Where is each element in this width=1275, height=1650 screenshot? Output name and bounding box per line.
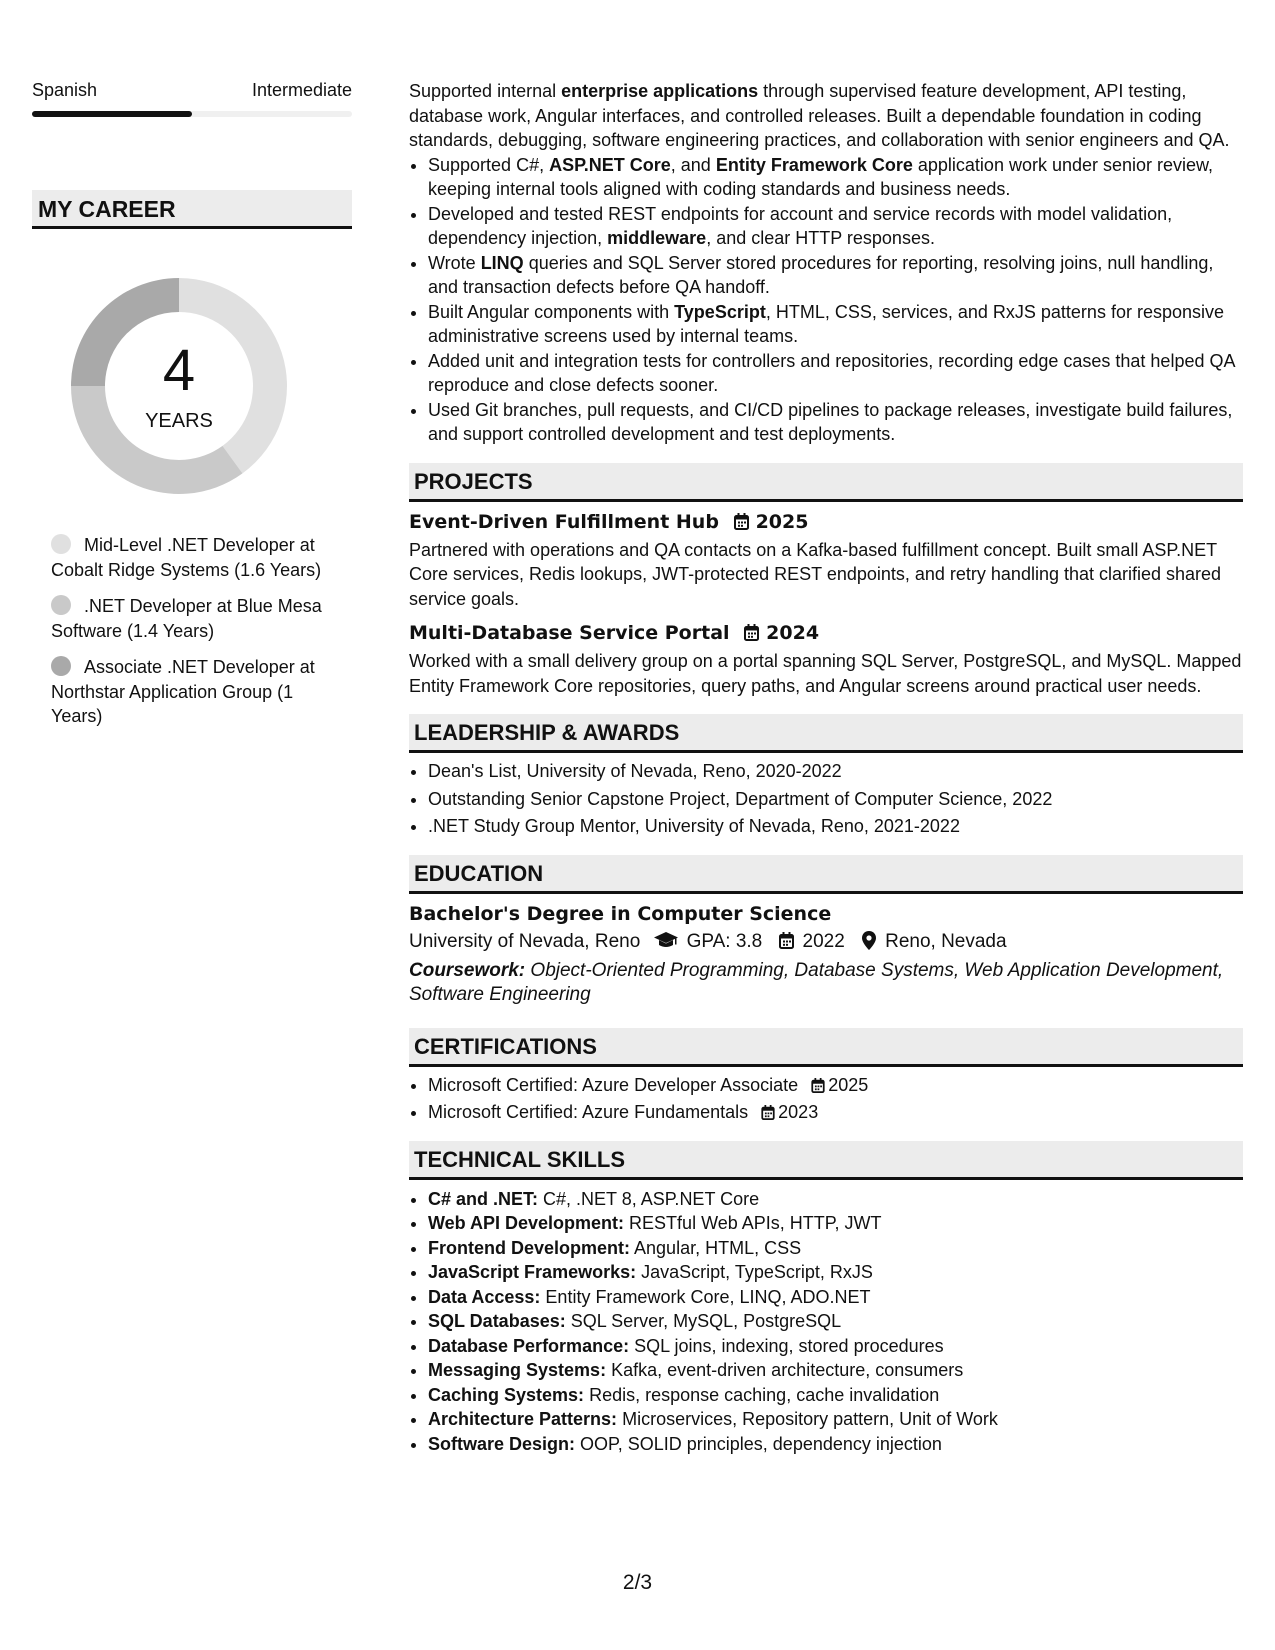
legend-item [51,655,341,729]
bullet-text: Added unit and integration tests for controllers and repositories, recording edge cases that helped QA reproduce and close defects sooner. [428,350,1235,395]
bullet-bold: LINQ [480,252,524,273]
skill-value: C#, .NET 8, ASP.NET Core [543,1188,760,1209]
legend-label: Associate .NET Developer at Northstar Application Group (1 Years) [51,657,315,726]
certification-item [428,1100,1243,1125]
certification-item [428,1073,1243,1098]
graduation-cap-icon [654,931,678,949]
bullet-bold: middleware [607,228,707,248]
skill-item [428,1334,1243,1359]
skill-value: Kafka, event-driven architecture, consumers [611,1360,964,1380]
language-level: Intermediate [251,80,352,100]
calendar-icon [744,624,759,641]
skill-value: RESTful Web APIs, HTTP, JWT [629,1213,882,1233]
leadership-item: • Dean's List, University of Nevada, Reno, 2020-2022 [428,759,1243,784]
skill-value: Redis, response caching, cache invalidation [589,1384,940,1405]
gpa-value: GPA: 3.8 [686,930,763,952]
career-years-unit: YEARS [145,410,213,432]
experience-bullet [428,251,1243,300]
certifications-list [409,1073,1243,1125]
education-heading: EDUCATION [409,855,1243,894]
skill-value: Angular, HTML, CSS [634,1237,802,1258]
certification-name: Microsoft Certified: Azure Fundamentals [428,1102,749,1122]
school-location: Reno, Nevada [885,930,1007,952]
skill-label: Messaging Systems: [428,1360,607,1380]
certifications-heading: CERTIFICATIONS [409,1028,1243,1067]
skill-value: SQL joins, indexing, stored procedures [634,1335,944,1356]
skill-label: Frontend Development: [428,1237,631,1258]
skill-item [428,1236,1243,1261]
skill-item [428,1309,1243,1334]
bullet-text: application work under senior review, keeping internal tools aligned with coding standards and business needs. [428,154,1214,199]
summary-text: Supported internal [409,81,562,101]
skill-value: Entity Framework Core, LINQ, ADO.NET [545,1286,871,1307]
experience-bullet [428,349,1243,398]
certification-year: 2025 [828,1074,869,1095]
skill-label: C# and .NET: [428,1188,539,1209]
calendar-icon [734,513,749,530]
skill-label: Architecture Patterns: [428,1409,618,1429]
skill-item [428,1260,1243,1285]
experience-bullet [428,398,1243,447]
skill-value: SQL Server, MySQL, PostgreSQL [570,1311,842,1331]
bullet-bold: ASP.NET Core [549,154,671,175]
coursework [409,959,1243,1008]
leadership-item: • Outstanding Senior Capstone Project, Department of Computer Science, 2022 [428,787,1243,812]
legend-dot [51,595,71,615]
coursework-label: Coursework: [409,959,526,981]
legend-label: .NET Developer at Blue Mesa Software (1.4 Years) [51,596,322,641]
skill-value: Microservices, Repository pattern, Unit of Work [622,1409,998,1429]
experience-bullets [409,153,1243,447]
project-description: Partnered with operations and QA contacts on a Kafka-based fulfillment concept. Built small ASP.NET Core services, Redis lookups, JWT-protected REST endpoints, and retry handling that clarified shared service goals. [409,539,1222,609]
skill-value: JavaScript, TypeScript, RxJS [641,1262,873,1282]
skill-item [428,1358,1243,1383]
skill-label: SQL Databases: [428,1311,566,1331]
calendar-icon [761,1105,775,1120]
calendar-icon [779,932,794,949]
bullet-text: Developed and tested REST endpoints for account and service records with model validation, dependency injection, [428,203,1173,248]
summary-bold-text: enterprise applications [561,81,759,101]
bullet-text: Used Git branches, pull requests, and CI/CD pipelines to package releases, investigate build failures, and support controlled development and test deployments. [428,399,1233,444]
skill-label: Caching Systems: [428,1384,585,1405]
language-name: Spanish [32,80,98,100]
skill-label: JavaScript Frameworks: [428,1262,637,1282]
calendar-icon [811,1078,825,1093]
project-title-row [409,509,1243,535]
project-year: 2025 [755,510,809,533]
career-legend [51,533,341,729]
bullet-text: queries and SQL Server stored procedures for reporting, resolving joins, null handling, and transaction defects before QA handoff. [428,252,1214,297]
skill-label: Web API Development: [428,1213,625,1233]
career-heading: MY CAREER [32,190,352,229]
bullet-text: , and [670,154,716,175]
skill-item [428,1383,1243,1408]
education-details [409,929,1243,955]
skill-item [428,1407,1243,1432]
bullet-text: Wrote [428,252,481,273]
career-total-years: 4 [162,338,196,403]
project-title: Multi-Database Service Portal [409,622,730,644]
skill-item [428,1211,1243,1236]
skill-item [428,1285,1243,1310]
leadership-heading: LEADERSHIP & AWARDS [409,714,1243,753]
bullet-bold: TypeScript [674,301,766,322]
project-year: 2024 [766,622,820,644]
bullet-text: Supported C#, [428,154,550,175]
bullet-bold: Entity Framework Core [715,154,913,175]
location-pin-icon [862,931,876,950]
graduation-year: 2022 [802,930,845,952]
skills-list [409,1187,1243,1457]
language-row [32,78,352,102]
coursework-list: Object-Oriented Programming, Database Systems, Web Application Development, Software Engineering [409,959,1224,1005]
legend-dot [51,534,71,554]
leadership-list [409,759,1243,839]
legend-dot [51,656,71,676]
skill-label: Data Access: [428,1286,541,1307]
bullet-text: , and clear HTTP responses. [706,228,935,248]
skill-value: OOP, SOLID principles, dependency injection [580,1433,942,1454]
bullet-text: , HTML, CSS, services, and RxJS patterns for responsive administrative screens used by internal teams. [428,301,1224,346]
right-column [409,79,1243,1456]
legend-item [51,533,341,582]
project-entry [409,509,1243,612]
certification-year: 2023 [778,1102,819,1122]
left-column [32,78,352,741]
skill-label: Software Design: [428,1433,576,1454]
summary-text: through supervised feature development, API testing, database work, Angular interfaces, and controlled releases. Built a dependable foundation in coding standards, debugging, software engineering practices, and collaboration with senior engineers and QA. [409,81,1230,150]
project-entry [409,620,1243,698]
project-description: Worked with a small delivery group on a portal spanning SQL Server, PostgreSQL, and MySQL. Mapped Entity Framework Core repositories, query paths, and Angular screens around practical user needs. [409,651,1242,696]
skills-heading: TECHNICAL SKILLS [409,1141,1243,1180]
experience-bullet [428,202,1243,251]
skill-item [428,1187,1243,1212]
skill-item [428,1432,1243,1457]
project-title-row [409,620,1243,646]
page-number: 2/3 [622,1571,653,1594]
leadership-item: • .NET Study Group Mentor, University of Nevada, Reno, 2021-2022 [428,814,1243,839]
donut-segment-2 [71,386,242,494]
language-proficiency-bar [32,111,352,117]
experience-bullet [428,153,1243,202]
experience-bullet [428,300,1243,349]
project-title: Event-Driven Fulfillment Hub [409,510,719,533]
certification-name: Microsoft Certified: Azure Developer Associate [428,1074,799,1095]
career-donut-chart [66,273,292,499]
school-name: University of Nevada, Reno [409,930,641,952]
legend-label: Mid-Level .NET Developer at Cobalt Ridge Systems (1.6 Years) [51,535,322,580]
degree-title: Bachelor's Degree in Computer Science [409,902,832,925]
projects-heading: PROJECTS [409,463,1243,502]
bullet-text: Built Angular components with [428,301,675,322]
language-proficiency-fill [32,111,192,117]
experience-summary [409,79,1243,153]
legend-item [51,594,341,643]
skill-label: Database Performance: [428,1335,630,1356]
